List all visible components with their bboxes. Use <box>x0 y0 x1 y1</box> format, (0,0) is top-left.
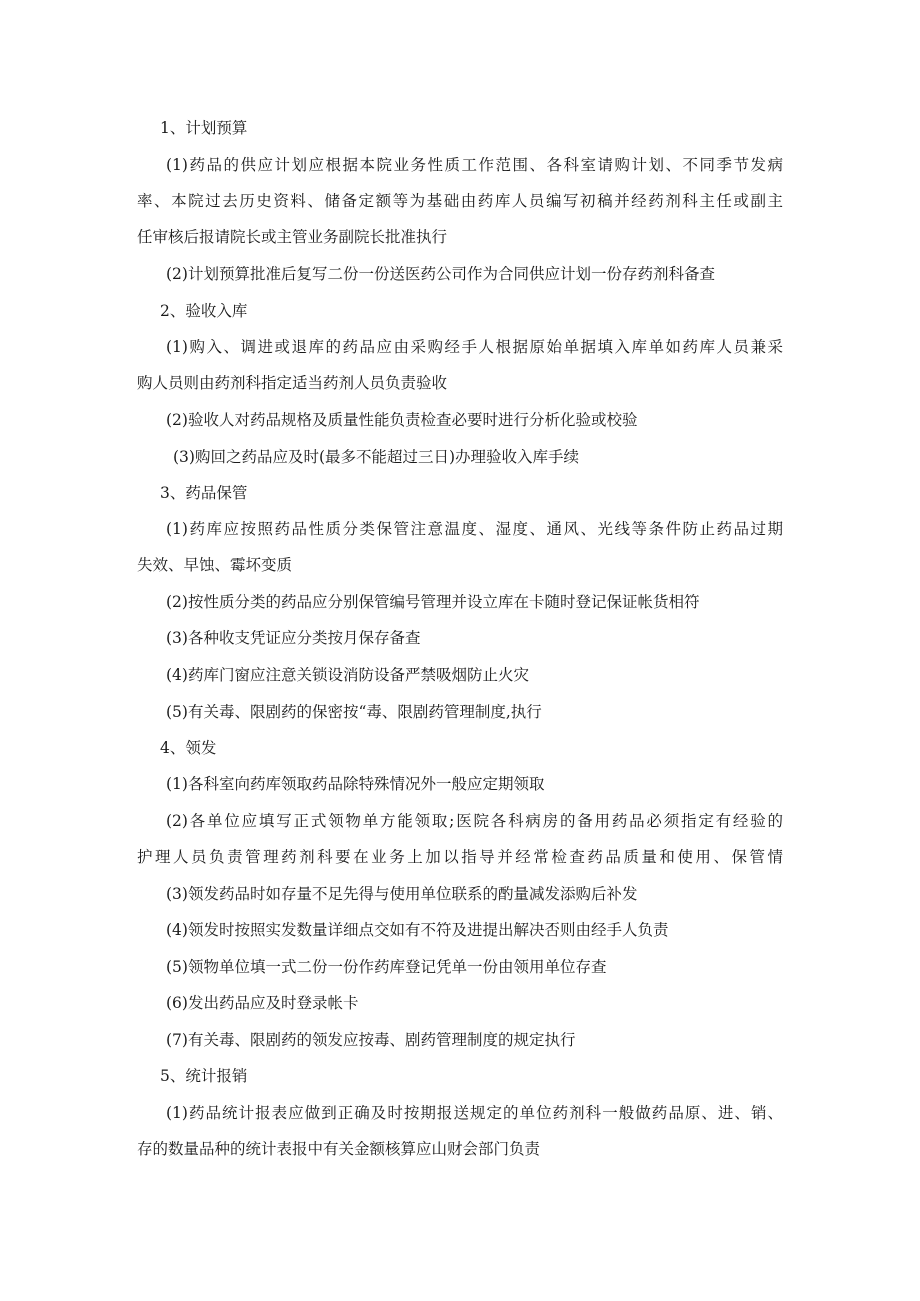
paragraph-line: (4)药库门窗应注意关锁设消防设备严禁吸烟防止火灾 <box>166 666 529 684</box>
paragraph-line: (4)领发时按照实发数量详细点交如有不符及进提出解决否则由经手人负责 <box>166 921 669 939</box>
paragraph-line: (2)验收人对药品规格及质量性能负责检查必要时进行分析化验或校验 <box>166 411 638 429</box>
paragraph-line: 率、本院过去历史资料、储备定额等为基础由药库人员编写初稿并经药剂科主任或副主 <box>137 192 783 210</box>
paragraph-line: (5)有关毒、限剧药的保密按“毒、限剧药管理制度,执行 <box>166 703 542 721</box>
section-heading-3: 3、药品保管 <box>160 484 248 502</box>
paragraph-line: (6)发出药品应及时登录帐卡 <box>166 994 359 1012</box>
paragraph-line: (1)各科室向药库领取药品除特殊情况外一般应定期领取 <box>166 775 545 793</box>
paragraph-line: (2)按性质分类的药品应分别保管编号管理并设立库在卡随时登记保证帐货相符 <box>166 593 700 611</box>
paragraph-line: (3)购回之药品应及时(最多不能超过三日)办理验收入库手续 <box>173 448 580 466</box>
paragraph-line: (5)领物单位填一式二份一份作药库登记凭单一份由领用单位存查 <box>166 958 607 976</box>
paragraph-line: 失效、早蚀、霉坏变质 <box>137 556 293 574</box>
paragraph-line: (2)计划预算批准后复写二份一份送医药公司作为合同供应计划一份存药剂科备查 <box>166 265 715 283</box>
paragraph-line: 存的数量品种的统计表报中有关金额核算应山财会部门负责 <box>137 1140 541 1158</box>
paragraph-line: (2)各单位应填写正式领物单方能领取;医院各科病房的备用药品必须指定有经验的 <box>166 812 783 830</box>
section-heading-1: 1、计划预算 <box>160 119 248 137</box>
section-heading-4: 4、领发 <box>160 739 217 757</box>
paragraph-line: (3)各种收支凭证应分类按月保存备查 <box>166 629 421 647</box>
paragraph-line: (3)领发药品时如存量不足先得与使用单位联系的酌量减发添购后补发 <box>166 885 638 903</box>
paragraph-line: 任审核后报请院长或主管业务副院长批准执行 <box>137 228 448 246</box>
paragraph-line: 购人员则由药剂科指定适当药剂人员负责验收 <box>137 374 448 392</box>
paragraph-line: (7)有关毒、限剧药的领发应按毒、剧药管理制度的规定执行 <box>166 1031 576 1049</box>
section-heading-5: 5、统计报销 <box>160 1067 248 1085</box>
paragraph-line: (1)药品统计报表应做到正确及时按期报送规定的单位药剂科一般做药品原、进、销、 <box>166 1104 783 1122</box>
paragraph-line: (1)购入、调进或退库的药品应由采购经手人根据原始单据填入库单如药库人员兼采 <box>166 338 783 356</box>
section-heading-2: 2、验收入库 <box>160 302 248 320</box>
paragraph-line: (1)药库应按照药品性质分类保管注意温度、湿度、通风、光线等条件防止药品过期 <box>166 520 783 538</box>
paragraph-line: 护理人员负责管理药剂科要在业务上加以指导并经常检查药品质量和使用、保管情 <box>137 848 783 866</box>
paragraph-line: (1)药品的供应计划应根据本院业务性质工作范围、各科室请购计划、不同季节发病 <box>166 156 783 174</box>
